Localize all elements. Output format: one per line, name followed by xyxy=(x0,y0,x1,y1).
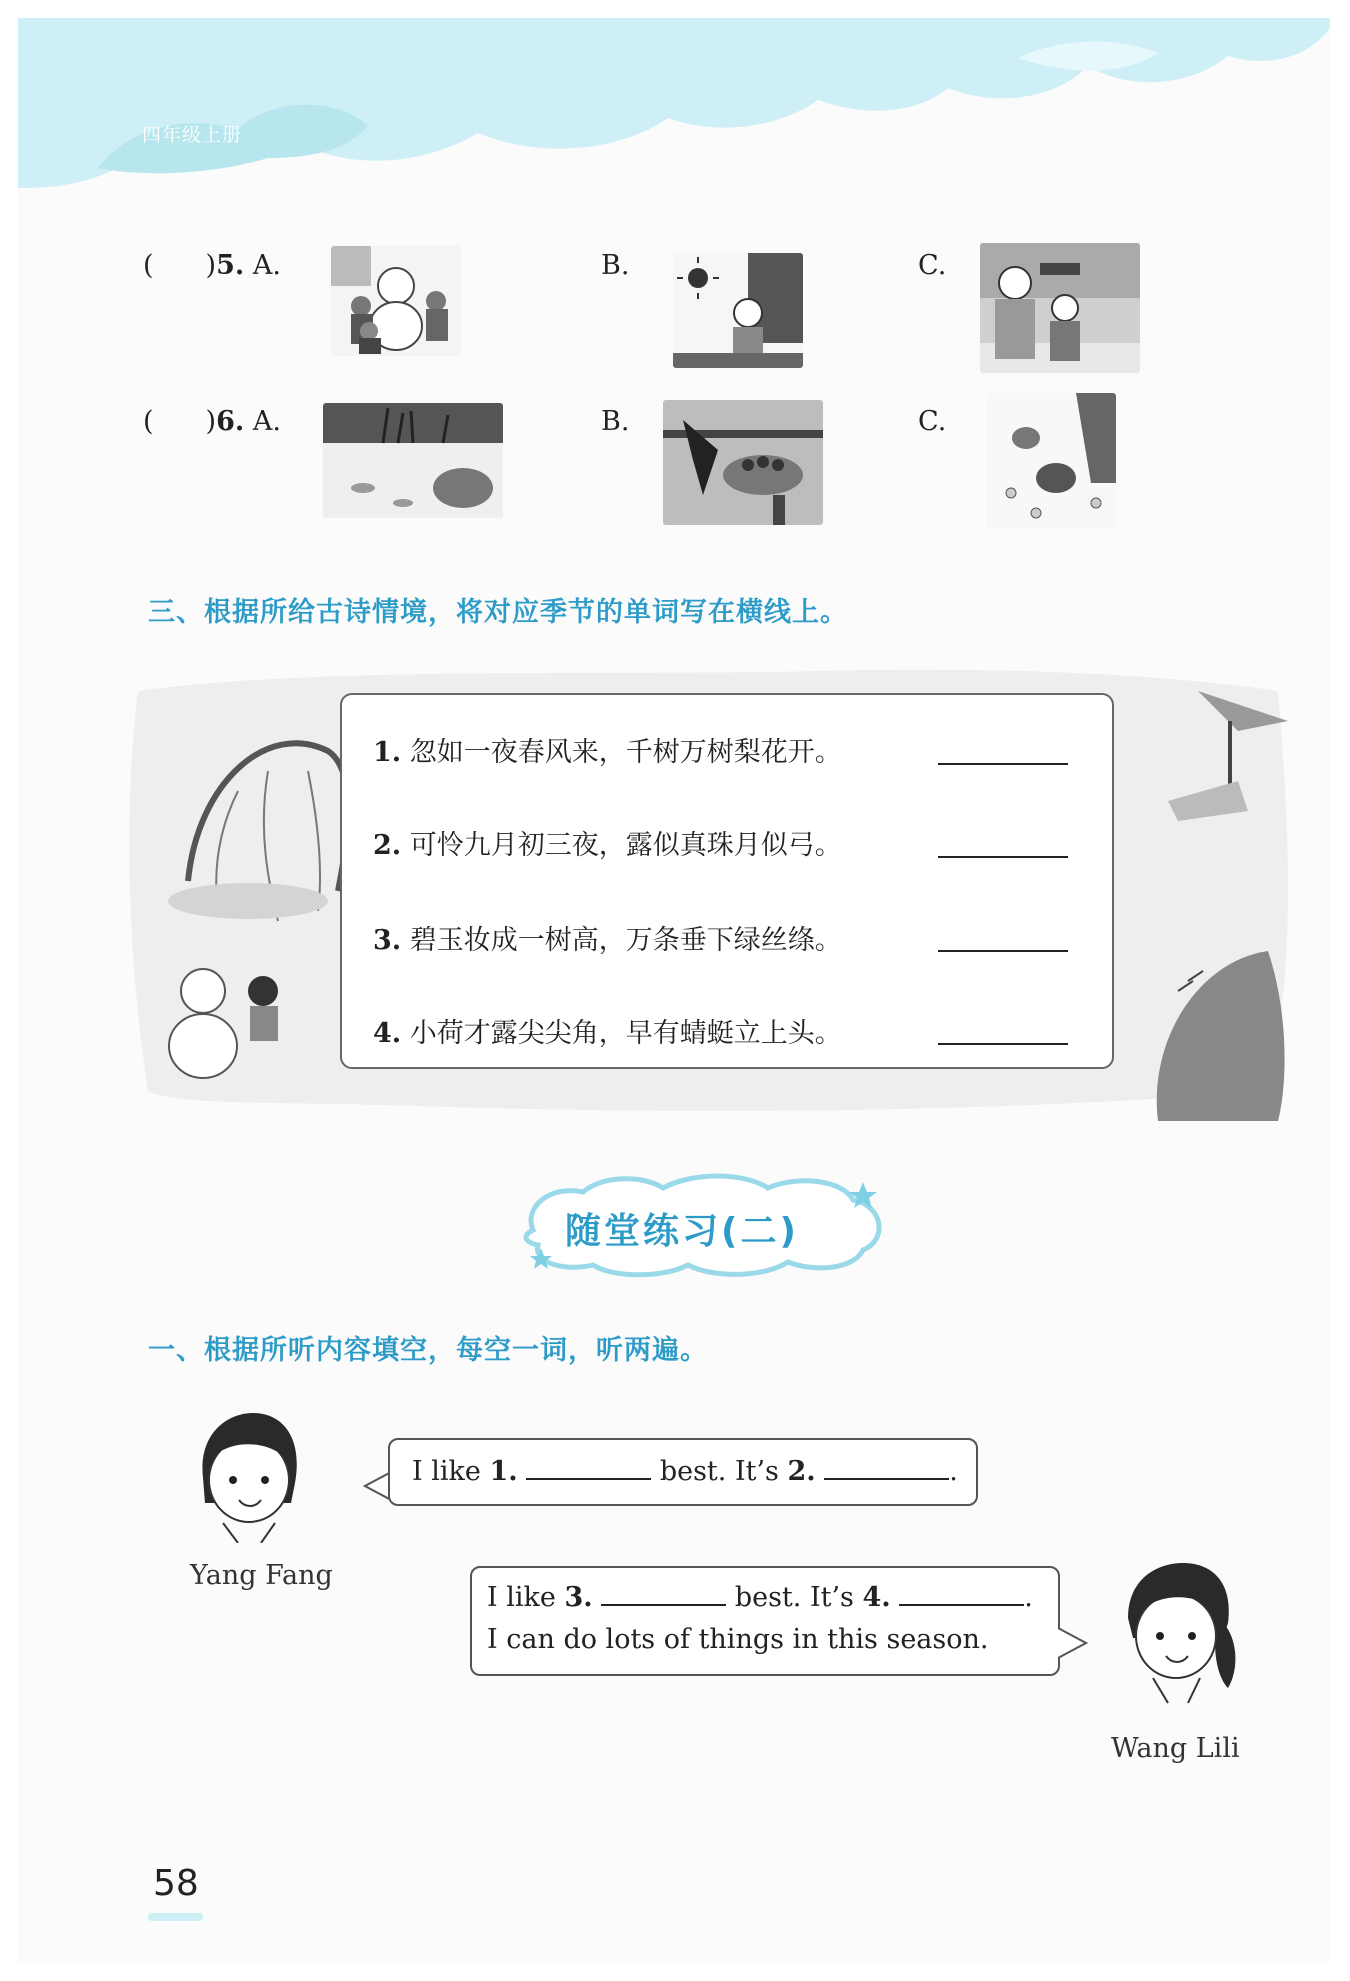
snowman-picture xyxy=(331,246,461,356)
wang-lili-avatar xyxy=(1108,1558,1248,1708)
fill-blank-3[interactable] xyxy=(601,1582,726,1606)
question-6: ( )6. A. xyxy=(143,406,281,437)
option-a-label: A. xyxy=(252,250,281,281)
fill-blank-2[interactable] xyxy=(824,1456,949,1480)
option-c-label: C. xyxy=(918,250,947,281)
section-three-title: 三、根据所给古诗情境，将对应季节的单词写在横线上。 xyxy=(148,597,848,628)
swallow-nest-picture xyxy=(663,400,823,525)
practice-title: 随堂练习(二) xyxy=(565,1211,799,1252)
option-b-label: B. xyxy=(601,250,630,281)
header-band xyxy=(18,18,1330,198)
hot-sun-picture xyxy=(673,253,803,368)
answer-blank-2[interactable] xyxy=(938,856,1068,858)
fill-blank-4[interactable] xyxy=(899,1582,1024,1606)
question-5: ( )5. A. xyxy=(143,250,281,281)
answer-blank-1[interactable] xyxy=(938,763,1068,765)
yang-fang-name: Yang Fang xyxy=(190,1560,333,1591)
yang-fang-avatar xyxy=(183,1408,313,1543)
fill-blank-1[interactable] xyxy=(526,1456,651,1480)
beach-picture xyxy=(980,243,1140,373)
grade-label: 四年级上册 xyxy=(142,124,243,146)
option-a-label: A. xyxy=(252,406,281,437)
poem-line-3: 3. 碧玉妆成一树高，万条垂下绿丝绦。 xyxy=(373,925,842,956)
page-number-underline xyxy=(148,1913,203,1921)
option-b-label: B. xyxy=(601,406,630,437)
poem-line-1: 1. 忽如一夜春风来，千树万树梨花开。 xyxy=(373,737,842,768)
hen-chicks-picture xyxy=(986,393,1116,528)
bubble-2-tail xyxy=(1058,1623,1088,1663)
workbook-page xyxy=(18,18,1330,1963)
poem-line-2: 2. 可怜九月初三夜，露似真珠月似弓。 xyxy=(373,830,842,861)
answer-blank-3[interactable] xyxy=(938,950,1068,952)
bubble-2-line-2: I can do lots of things in this season. xyxy=(487,1624,989,1655)
option-c-label: C. xyxy=(918,406,947,437)
wang-lili-name: Wang Lili xyxy=(1111,1733,1240,1764)
frog-pond-picture xyxy=(323,403,503,518)
wang-lili-speech-bubble: I like 3. best. It’s 4. . I can do lots of things in this season. xyxy=(470,1566,1060,1676)
page-number: 58 xyxy=(153,1863,199,1904)
answer-blank-4[interactable] xyxy=(938,1043,1068,1045)
section-one-title: 一、根据所听内容填空，每空一词，听两遍。 xyxy=(148,1335,708,1366)
poem-line-4: 4. 小荷才露尖尖角，早有蜻蜓立上头。 xyxy=(373,1018,842,1049)
yang-fang-speech-bubble: I like 1. best. It’s 2. . xyxy=(388,1438,978,1506)
